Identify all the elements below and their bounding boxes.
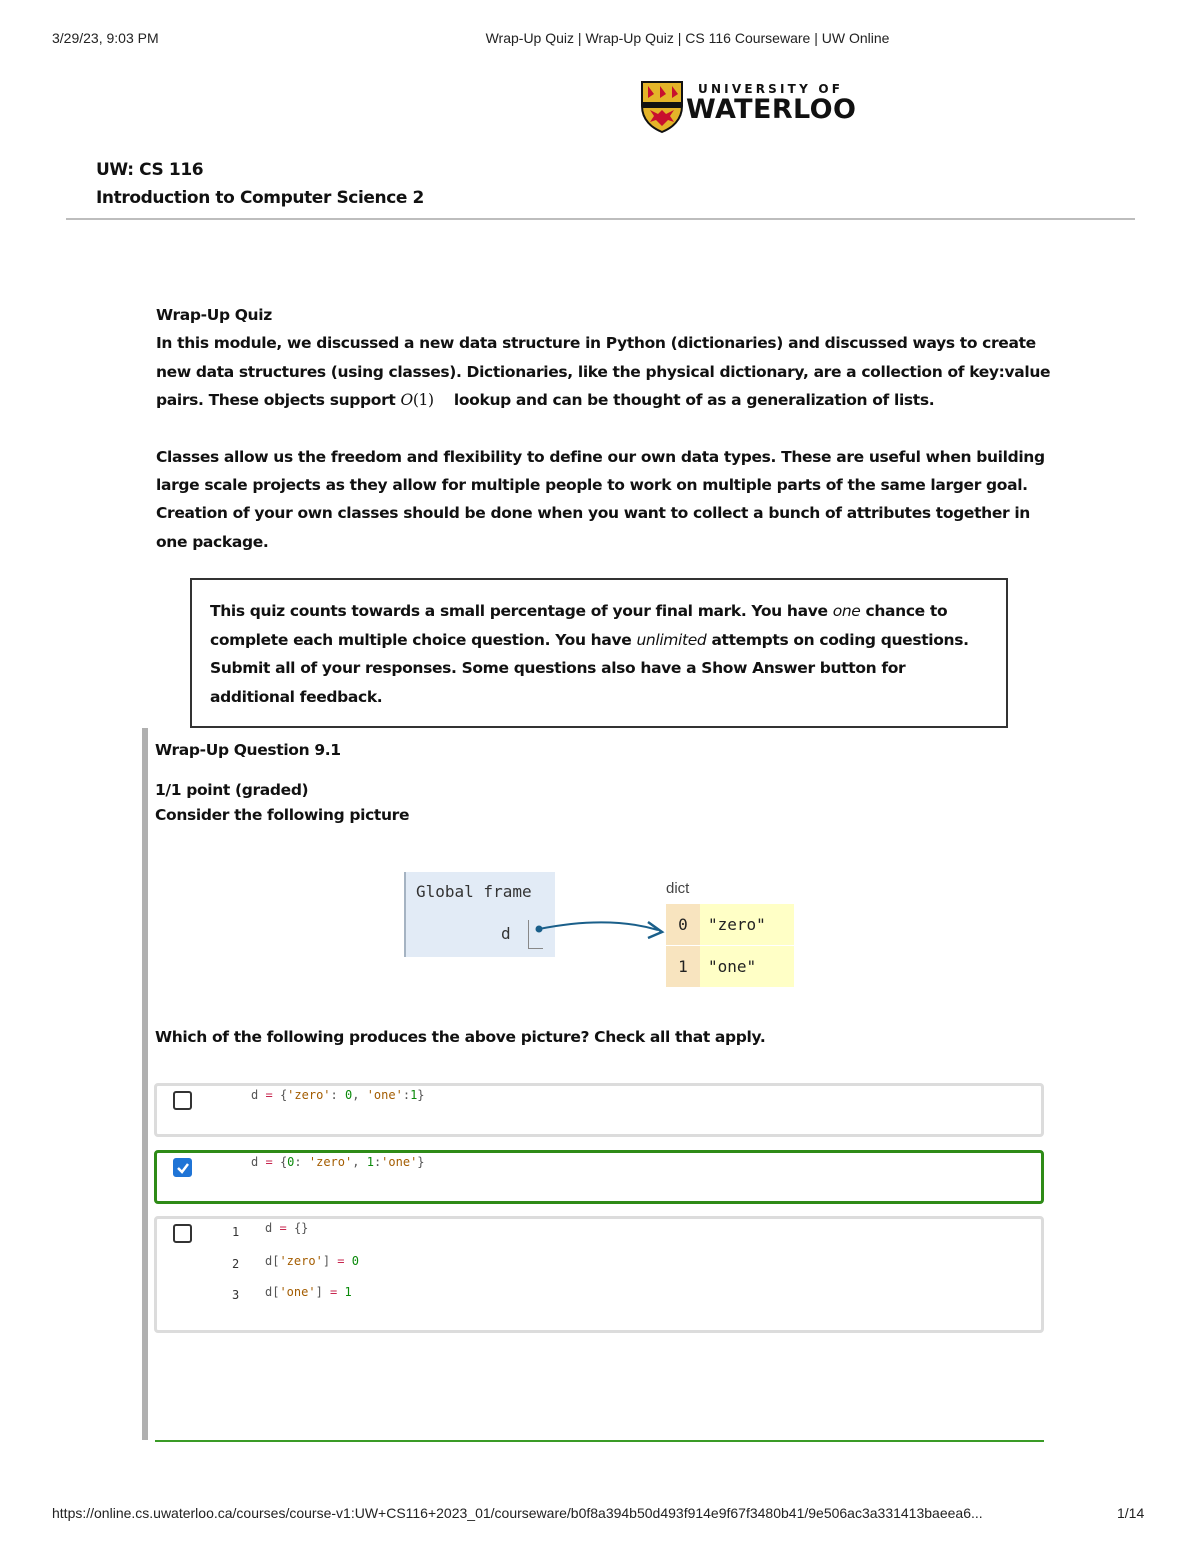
dict-value: "zero": [700, 904, 794, 946]
option-3-code-line-2: [265, 1254, 359, 1268]
dict-key: 1: [666, 946, 700, 988]
print-page-number: 1/14: [1117, 1505, 1145, 1521]
print-url: https://online.cs.uwaterloo.ca/courses/course-v1:UW+CS116+2023_01/courseware/b0f8a394b50d493f914e9f67f3480b41/9e506ac3a331413baeea6...: [52, 1505, 983, 1521]
memory-diagram: [404, 868, 794, 992]
big-o-argument: (1): [412, 391, 434, 410]
code-token: =: [279, 1221, 287, 1235]
checkmark-icon: [176, 1161, 190, 1175]
code-token: 0: [345, 1088, 353, 1102]
code-token: ]: [322, 1254, 331, 1268]
line-number: 3: [232, 1288, 240, 1302]
frame-title: Global frame: [416, 882, 532, 901]
course-name: Introduction to Computer Science 2: [96, 188, 424, 208]
code-token: 1: [366, 1155, 374, 1169]
checkbox-option-3[interactable]: [173, 1224, 192, 1243]
question-prompt: Consider the following picture: [155, 806, 410, 824]
notice-text-2: chance to complete each multiple choice question. You have: [210, 602, 948, 649]
code-token: {: [279, 1088, 288, 1102]
code-token: 1: [344, 1285, 352, 1299]
answer-option-3[interactable]: [154, 1216, 1044, 1333]
print-header: [0, 30, 1200, 50]
code-token: :: [402, 1088, 411, 1102]
code-token: {: [279, 1155, 288, 1169]
university-logo[interactable]: [640, 80, 860, 136]
code-token: =: [265, 1088, 273, 1102]
dict-key: 0: [666, 904, 700, 946]
option-2-code: [251, 1155, 425, 1169]
code-token: d: [251, 1088, 259, 1102]
code-token: :: [373, 1155, 382, 1169]
option-3-code-line-3: [265, 1285, 352, 1299]
notice-emphasis-one: one: [832, 602, 861, 620]
answer-option-1[interactable]: [154, 1083, 1044, 1137]
option-1-code: [251, 1088, 425, 1102]
code-token: =: [337, 1254, 345, 1268]
big-o-symbol: O: [400, 391, 413, 410]
intro-paragraph-1: [156, 329, 1056, 414]
line-number: 1: [232, 1225, 240, 1239]
code-token: 'one': [366, 1088, 403, 1102]
course-code: UW: CS 116: [96, 160, 204, 180]
code-token: 'zero': [287, 1088, 331, 1102]
course-header: [96, 156, 424, 212]
big-o-notation: [400, 391, 433, 409]
code-token: d: [251, 1155, 259, 1169]
code-token: d: [265, 1221, 273, 1235]
intro-paragraph-2: Classes allow us the freedom and flexibility to define our own data types. These are useful when building large scale projects as they allow for multiple people to work on multiple parts of the same larger goal. Creation of your own classes should be done when you want to collect a bunch of attributes together in one package.: [156, 447, 1045, 551]
question-points: 1/1 point (graded): [155, 781, 309, 799]
print-datetime: 3/29/23, 9:03 PM: [52, 30, 159, 46]
code-token: }: [417, 1155, 425, 1169]
code-token: 'one': [279, 1285, 316, 1299]
answer-option-2[interactable]: [154, 1150, 1044, 1204]
question-instruction: Which of the following produces the above picture? Check all that apply.: [155, 1028, 766, 1046]
code-token: }: [417, 1088, 425, 1102]
code-token: =: [330, 1285, 338, 1299]
code-token: :: [294, 1155, 302, 1169]
question-left-bar: [142, 728, 148, 1440]
logo-line-university-of: UNIVERSITY OF: [698, 82, 844, 96]
intro-title: Wrap-Up Quiz: [156, 306, 272, 324]
code-token: ,: [352, 1155, 360, 1169]
code-token: 0: [287, 1155, 295, 1169]
code-token: {}: [293, 1221, 309, 1235]
header-divider: [66, 218, 1135, 220]
quiz-notice-box: [190, 578, 1008, 728]
code-token: ,: [352, 1088, 360, 1102]
print-page-title: Wrap-Up Quiz | Wrap-Up Quiz | CS 116 Courseware | UW Online: [485, 30, 890, 46]
checkbox-option-1[interactable]: [173, 1091, 192, 1110]
print-footer: [0, 1505, 1200, 1525]
code-token: :: [330, 1088, 338, 1102]
question-bottom-divider: [155, 1440, 1044, 1442]
notice-text-1: This quiz counts towards a small percentage of your final mark. You have: [210, 602, 833, 620]
code-token: 'zero': [308, 1155, 353, 1169]
dict-value: "one": [700, 946, 794, 988]
pointer-arrow-icon: [404, 868, 794, 992]
question-title: Wrap-Up Question 9.1: [155, 741, 341, 759]
code-token: 0: [351, 1254, 359, 1268]
crest-icon: [640, 80, 684, 134]
code-token: ]: [315, 1285, 323, 1299]
intro-p1-text-end: lookup and can be thought of as a generalization of lists.: [453, 391, 935, 410]
dict-label: dict: [666, 880, 690, 897]
notice-text-3: attempts on coding questions. Submit all of your responses. Some questions also have a Show Answer button for additional feedback.: [210, 630, 969, 706]
code-token: 'zero': [279, 1254, 323, 1268]
frame-variable: d: [501, 924, 511, 943]
code-token: =: [265, 1155, 273, 1169]
checkbox-option-2[interactable]: [173, 1158, 192, 1177]
code-token: 1: [410, 1088, 418, 1102]
code-token: d[: [265, 1285, 280, 1299]
notice-emphasis-unlimited: unlimited: [636, 630, 707, 649]
option-3-code-line-1: [265, 1221, 308, 1235]
logo-line-waterloo: WATERLOO: [686, 94, 857, 125]
code-token: d[: [265, 1254, 280, 1268]
line-number: 2: [232, 1257, 240, 1271]
code-token: 'one': [381, 1155, 418, 1169]
intro-section: [156, 301, 1056, 556]
intro-p1-text: In this module, we discussed a new data structure in Python (dictionaries) and discussed ways to create new data structures (using classes). Dictionaries, like the physical dictionary, are a collection of key:value pairs. These objects support: [156, 334, 1051, 410]
